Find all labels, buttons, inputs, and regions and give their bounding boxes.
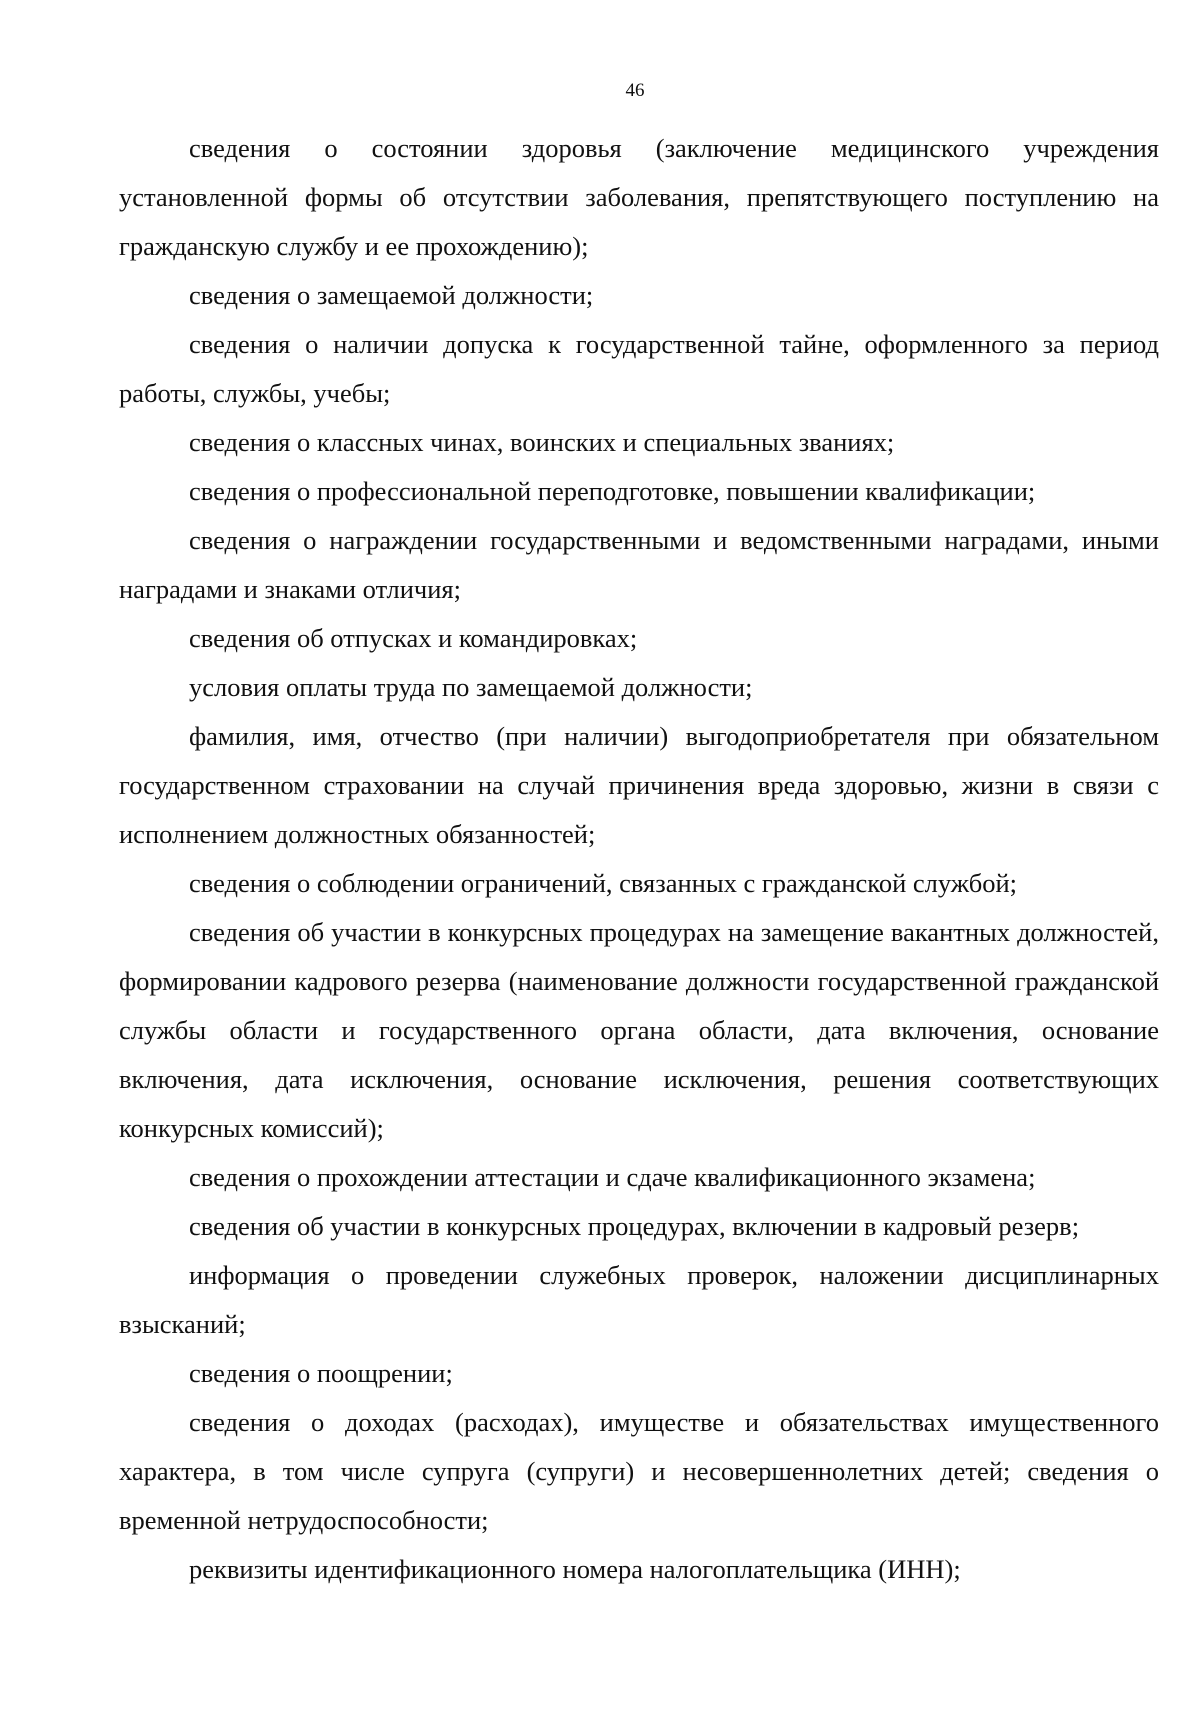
paragraph-vacations: сведения об отпусках и командировках; <box>189 623 638 653</box>
paragraph-restrictions: сведения о соблюдении ограничений, связанных с гражданской службой; <box>189 868 1017 898</box>
document-body <box>119 124 1159 1594</box>
paragraph-attestation: сведения о прохождении аттестации и сдаче квалификационного экзамена; <box>189 1162 1036 1192</box>
paragraph-income: сведения о доходах (расходах), имуществе и обязательствах имущественного характера, в том числе супруга (супруги) и несовершеннолетних детей; сведения о временной нетрудоспособности; <box>119 1407 1159 1535</box>
paragraph-retraining: сведения о профессиональной переподготовке, повышении квалификации; <box>189 476 1036 506</box>
paragraph-beneficiary: фамилия, имя, отчество (при наличии) выгодоприобретателя при обязательном государственном страховании на случай причинения вреда здоровью, жизни в связи с исполнением должностных обязанностей; <box>119 721 1159 849</box>
paragraph-personnel-reserve: сведения об участии в конкурсных процедурах, включении в кадровый резерв; <box>189 1211 1080 1241</box>
paragraph-competitions: сведения об участии в конкурсных процедурах на замещение вакантных должностей, формировании кадрового резерва (наименование должности государственной гражданской службы области и государственного органа области, дата включения, основание включения, дата исключения, основание исключения, решения соответствующих конкурсных комиссий); <box>119 917 1159 1143</box>
paragraph-ranks: сведения о классных чинах, воинских и специальных званиях; <box>189 427 895 457</box>
paragraph-health-info: сведения о состоянии здоровья (заключение медицинского учреждения установленной формы об отсутствии заболевания, препятствующего поступлению на гражданскую службу и ее прохождению); <box>119 133 1159 261</box>
paragraph-state-secret-access: сведения о наличии допуска к государственной тайне, оформленного за период работы, службы, учебы; <box>119 329 1159 408</box>
paragraph-pay-conditions: условия оплаты труда по замещаемой должности; <box>189 672 753 702</box>
paragraph-awards: сведения о награждении государственными и ведомственными наградами, иными наградами и знаками отличия; <box>119 525 1159 604</box>
paragraph-inspections: информация о проведении служебных проверок, наложении дисциплинарных взысканий; <box>119 1260 1159 1339</box>
page-number: 46 <box>625 80 645 101</box>
paragraph-encouragement: сведения о поощрении; <box>189 1358 453 1388</box>
paragraph-position: сведения о замещаемой должности; <box>189 280 594 310</box>
paragraph-inn: реквизиты идентификационного номера налогоплательщика (ИНН); <box>189 1554 961 1584</box>
